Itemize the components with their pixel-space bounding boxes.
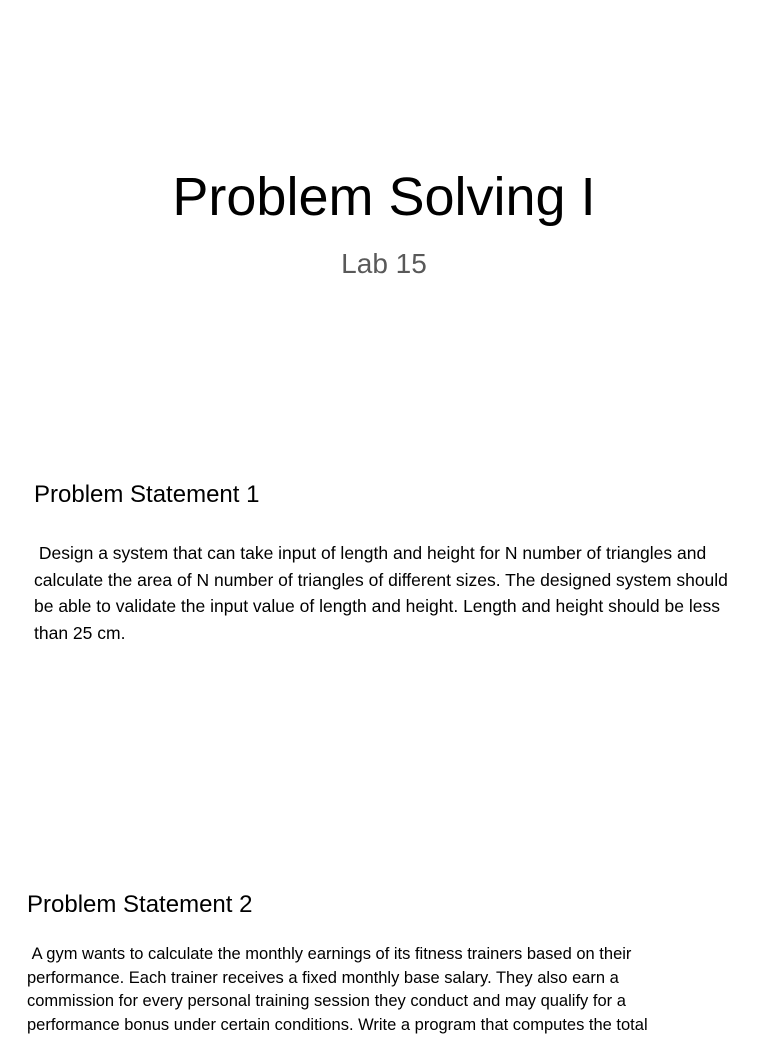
problem-statement-2-text: A gym wants to calculate the monthly earnings of its fitness trainers based on their performance. Each trainer receives a fixed monthly base salary. They also earn a commission for every personal training session they conduct and may qualify for a performance bonus under certain conditions. Write a program that computes the total (27, 945, 648, 1034)
page-title: Problem Solving I (172, 167, 596, 227)
problem-statement-2-heading: Problem Statement 2 (27, 891, 253, 918)
page-subtitle: Lab 15 (341, 248, 427, 279)
problem-statement-1-heading: Problem Statement 1 (34, 481, 260, 508)
problem-statement-1-text: Design a system that can take input of length and height for N number of triangles and calculate the area of N number of triangles of different sizes. The designed system should be able to validate the input value of length and height. Length and height should be less than 25 cm. (34, 543, 733, 643)
